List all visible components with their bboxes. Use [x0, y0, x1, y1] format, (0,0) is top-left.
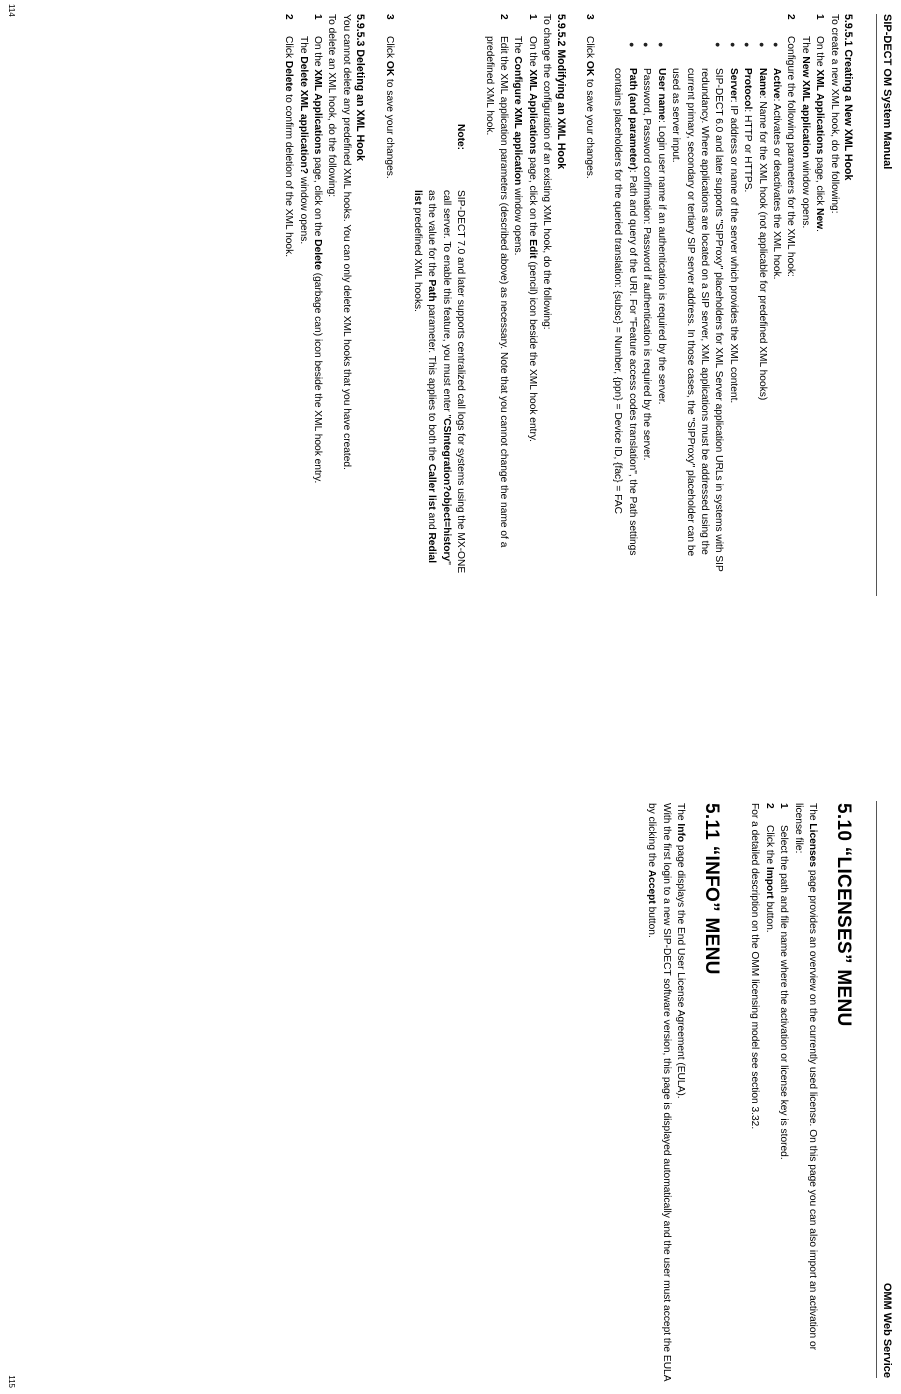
- list-item: ● User name: Login user name if an authentication is required by the server.: [653, 68, 667, 574]
- note-block: Note: SIP-DECT 7.0 and later supports centralized call logs for systems using the MX-ONE call server. To enable this feature, you must enter "CSIntegration?object=history" as the value for the Path parameter. This applies to both the Caller list and Redial list predefined XML hooks.: [412, 124, 467, 574]
- parameter-list: [610, 14, 783, 574]
- running-header: OMM Web Service: [881, 1282, 893, 1378]
- header-rule: [876, 801, 877, 1378]
- bullet-icon: ●: [742, 42, 753, 48]
- bullet-icon: ●: [770, 42, 781, 48]
- list-item: ● Protocol: HTTP or HTTPS.: [740, 68, 754, 574]
- step-item: 3 Click OK to save your changes.: [582, 14, 596, 574]
- step-item: 2 Edit the XML application parameters (described above) as necessary. Note that you cannot change the name of a predefined XML hook.: [483, 14, 510, 548]
- step-number: 1: [526, 14, 538, 20]
- step-number: 2: [763, 803, 775, 809]
- step-number: 3: [584, 14, 596, 20]
- heading-modifying-xml-hook: 5.9.5.2 Modifying an XML Hook: [554, 14, 567, 170]
- step-number: 2: [498, 14, 510, 20]
- heading-licenses-menu: 5.10 “LICENSES” MENU: [833, 803, 854, 1027]
- list-item: ● Password, Password confirmation: Password if authentication is required by the server.: [639, 68, 653, 574]
- list-item: ● Active: Activates or deactivates the XML hook.: [769, 68, 783, 574]
- bullet-icon: ●: [713, 42, 724, 48]
- step-item: 2 Configure the following parameters for the XML hook:: [783, 14, 797, 574]
- paragraph: The Info page displays the End User License Agreement (EULA).: [674, 803, 686, 1099]
- paragraph: For a detailed description on the OMM licensing model see section 3.32.: [749, 803, 761, 1130]
- paragraph: You cannot delete any predefined XML hooks. You can only delete XML hooks that you have created.: [340, 14, 352, 470]
- list-item: ● Path (and parameter): Path and query of the URI. For "Feature access codes translation", the Path settings contains placeholders for the queried translation: {subsc} = Number, {ppn} = Device ID, {fac} = FAC: [612, 42, 638, 556]
- bullet-icon: ●: [727, 42, 738, 48]
- page-number: 114: [7, 4, 16, 17]
- bullet-icon: ●: [655, 42, 666, 48]
- step-number: 2: [785, 14, 797, 20]
- heading-creating-xml-hook: 5.9.5.1 Creating a New XML Hook: [842, 14, 854, 181]
- list-item: ● Server: IP address or name of the server which provides the XML content.: [725, 68, 739, 574]
- step-number: 1: [778, 803, 790, 809]
- paragraph: With the first login to a new SIP-DECT software version, this page is displayed automatically and the user must accept the EULA by clicking the Accept button.: [646, 803, 672, 1381]
- step-result: The Configure XML application window opens.: [512, 36, 524, 256]
- step-item: 1 On the XML Applications page, click on the Edit (pencil) icon beside the XML hook entry.: [524, 14, 538, 574]
- step-number: 3: [383, 14, 395, 20]
- bullet-icon: ●: [641, 42, 652, 48]
- paragraph: To change the configuration of an existing XML hook, do the following:: [541, 14, 553, 330]
- bullet-icon: ●: [756, 42, 767, 48]
- step-item: 2 Click the Import button.: [761, 803, 775, 1381]
- step-number: 1: [312, 14, 323, 20]
- step-number: 2: [283, 14, 295, 20]
- paragraph: The Licenses page provides an overview on the currently used license. On this page you can also import an activation or license file:: [792, 803, 818, 1351]
- note-label: Note:: [455, 124, 467, 151]
- left-page-body: [281, 14, 855, 574]
- paragraph: To delete an XML hook, do the following:: [326, 14, 338, 198]
- step-result: The Delete XML application? window opens.: [297, 36, 309, 245]
- page-number: 115: [7, 1375, 16, 1388]
- step-item: 1 On the XML Applications page, click New.: [812, 14, 826, 574]
- right-page-body: [644, 803, 855, 1381]
- step-item: 1 On the XML Applications page, click on the Delete (garbage can) icon beside the XML hook entry.: [310, 14, 324, 574]
- heading-info-menu: 5.11 “INFO” MENU: [700, 803, 722, 975]
- list-item: ● SIP-DECT 6.0 and later supports "SIPProxy" placeholders for XML Server application URLs in systems with SIP redundancy. Where applications are located on a SIP server, XML applications must be addressed using the current primary, secondary or tertiary SIP server address. In those cases, the "SIPProxy" placeholder can be used as server input.: [670, 42, 725, 572]
- step-item: 3 Click OK to save your changes.: [381, 14, 395, 574]
- right-page: [0, 697, 901, 1394]
- header-rule: [876, 14, 877, 596]
- list-item: ● Name: Name for the XML hook (not applicable for predefined XML hooks): [754, 68, 768, 574]
- paragraph: To create a new XML hook, do the following:: [828, 14, 840, 214]
- step-result: The New XML application window opens.: [799, 36, 811, 229]
- step-item: 1 Select the path and file name where the activation or license key is stored.: [776, 803, 790, 1381]
- bullet-icon: ●: [626, 42, 637, 48]
- heading-deleting-xml-hook: 5.9.5.3 Deleting an XML Hook: [354, 14, 367, 161]
- running-header: SIP-DECT OM System Manual: [881, 14, 893, 170]
- step-number: 1: [814, 14, 826, 20]
- step-item: 2 Click Delete to confirm deletion of the XML hook.: [281, 14, 295, 574]
